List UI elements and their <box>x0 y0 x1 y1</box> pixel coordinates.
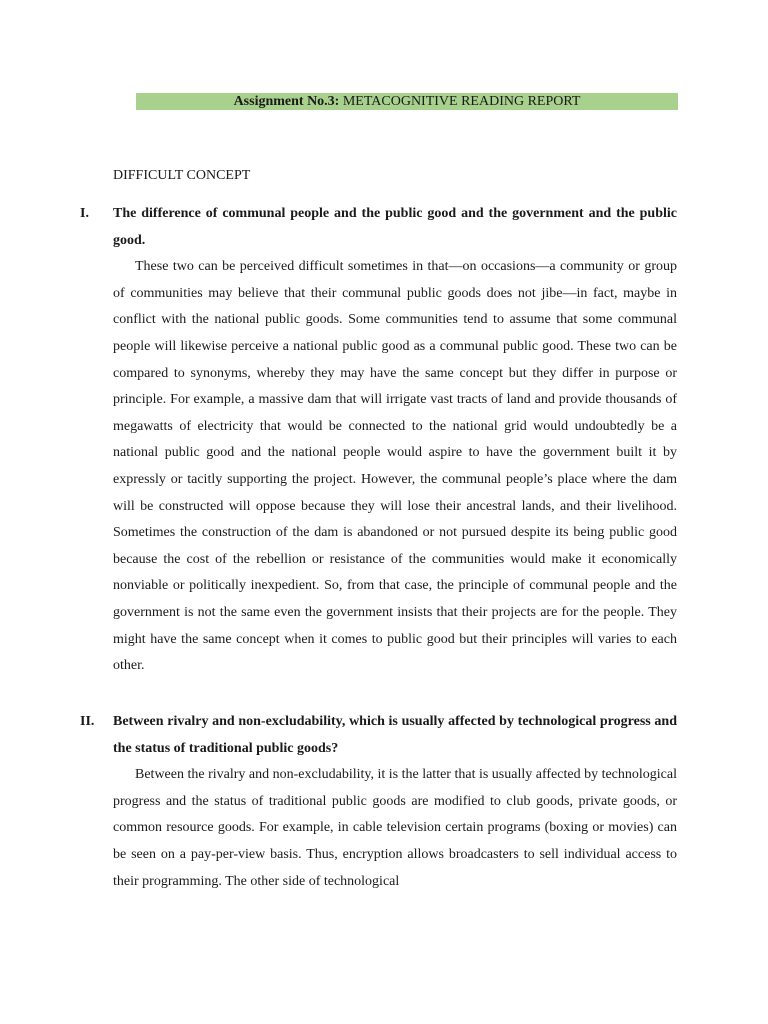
item-answer: Between the rivalry and non-excludability, it is the latter that is usually affected by technological progress and the status of traditional public goods are modified to club goods, private goods, or common resource goods. For example, in cable television certain programs (boxing or movies) can be seen on a pay-per-view basis. Thus, encryption allows broadcasters to sell individual access to their programming. The other side of technological <box>113 767 677 889</box>
assignment-title-number: Assignment No.3: <box>233 94 340 109</box>
item-question: Between rivalry and non-excludability, which is usually affected by technological progress and the status of traditional public goods? <box>113 714 677 756</box>
concept-item-2 <box>80 709 677 895</box>
item-answer: These two can be perceived difficult sometimes in that—on occasions—a community or group of communities may believe that their communal public goods does not jibe—in fact, maybe in conflict with the national public goods. Some communities tend to assume that some communal people will likewise perceive a national public good as a communal public good. These two can be compared to synonyms, whereby they may have the same concept but they differ in purpose or principle. For example, a massive dam that will irrigate vast tracts of land and provide thousands of megawatts of electricity that would be connected to the national grid would undoubtedly be a national public good and the national people would aspire to have the government built it by expressly or tacitly supporting the project. However, the communal people’s place where the dam will be constructed will oppose because they will lose their ancestral lands, and their livelihood. Sometimes the construction of the dam is abandoned or not pursued despite its being public good because the cost of the rebellion or resistance of the communities would make it economically nonviable or politically inexpedient. So, from that case, the principle of communal people and the government is not the same even the government insists that their projects are for the people. They might have the same concept when it comes to public good but their principles will varies to each other. <box>113 259 677 674</box>
concept-item-1 <box>80 201 677 680</box>
section-heading: DIFFICULT CONCEPT <box>113 168 251 183</box>
item-numeral: I. <box>80 206 89 221</box>
item-question: The difference of communal people and the public good and the government and the public good. <box>113 206 677 248</box>
assignment-title <box>136 93 678 110</box>
item-numeral: II. <box>80 714 95 729</box>
assignment-title-text: METACOGNITIVE READING REPORT <box>339 94 581 109</box>
